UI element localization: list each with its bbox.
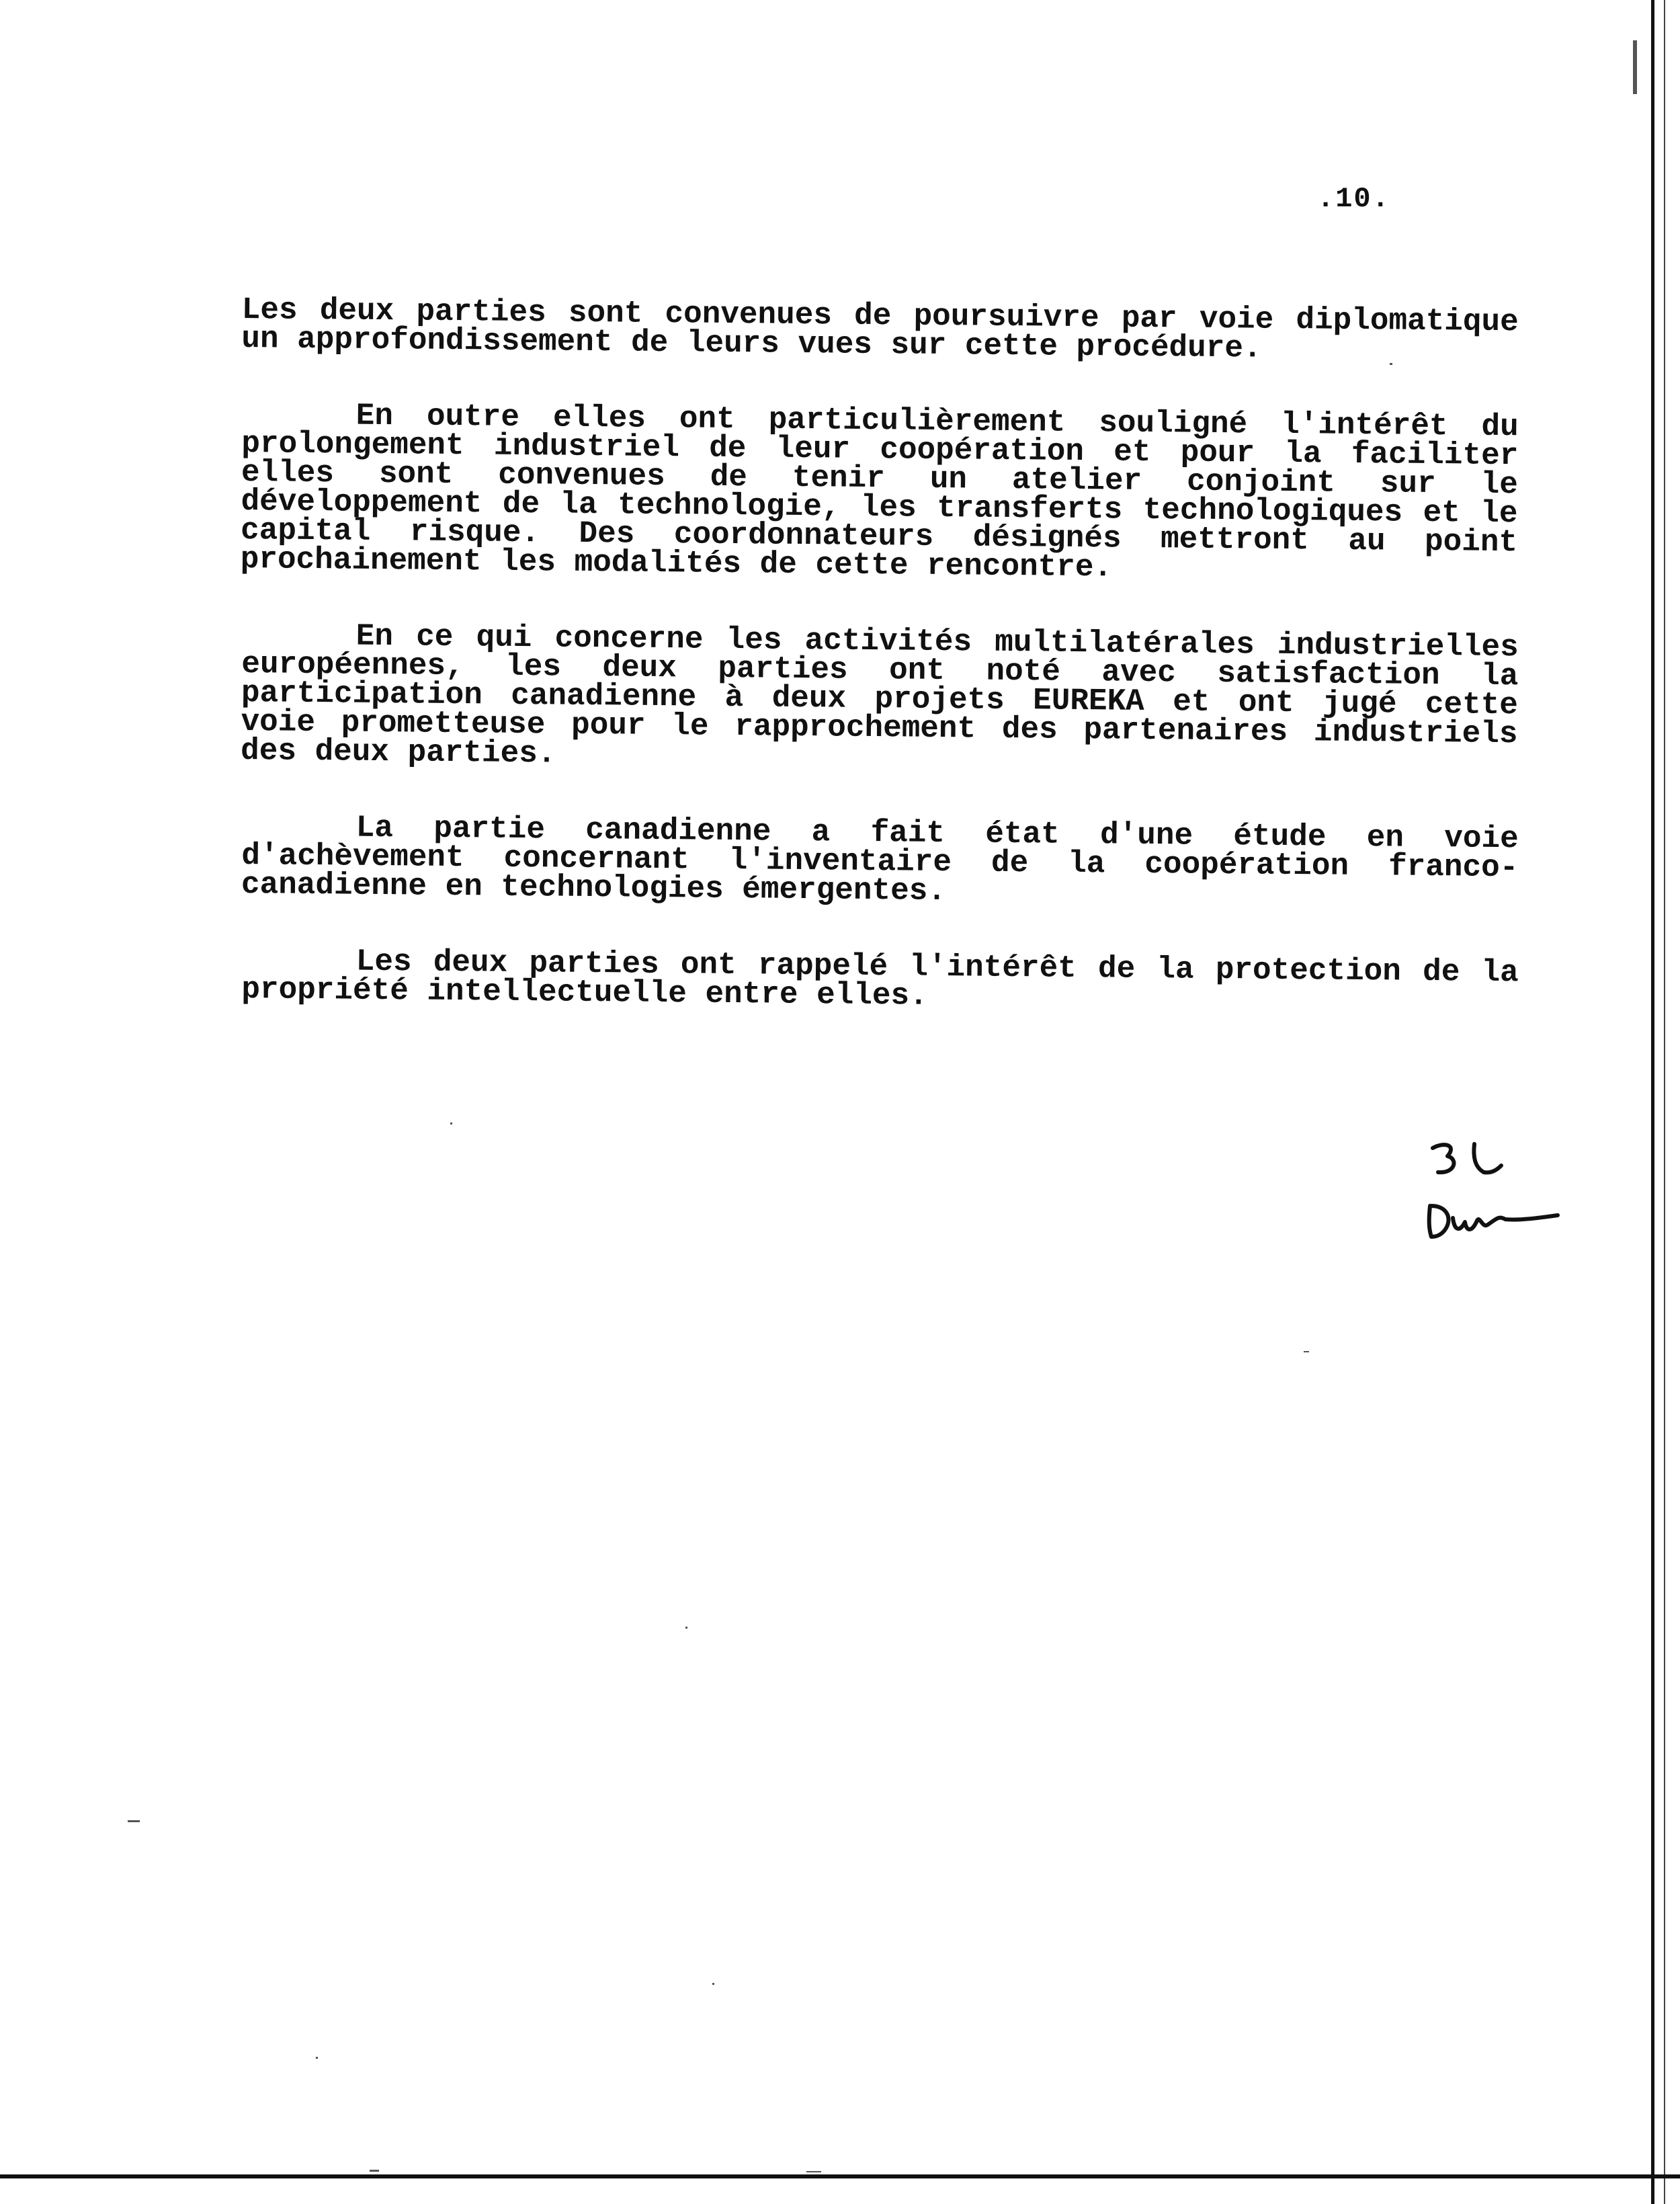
- scan-edge-right: [1651, 0, 1654, 2204]
- initial-mark-2: [1474, 1144, 1501, 1172]
- paragraph-1: Les deux parties sont convenues de poursuivre par voie diplomatique un approfondissement de leurs vues sur cette procédure.: [241, 292, 1519, 366]
- initial-mark-3: [1429, 1206, 1449, 1237]
- scan-speck: [1304, 1351, 1309, 1352]
- page-number: .10.: [1317, 183, 1390, 215]
- paragraph-4: La partie canadienne a fait état d'une étude en voie d'achèvement concernant l'inventaire de la coopération franco-canadienne en technologies émergentes.: [241, 810, 1519, 909]
- scan-edge-right-thin: [1664, 0, 1665, 2204]
- scan-speck: [1633, 40, 1637, 94]
- scan-speck: [450, 1123, 452, 1125]
- handwritten-initials: [1418, 1136, 1566, 1250]
- paragraph-2: En outre elles ont particulièrement souligné l'intérêt du prolongement industriel de leur coopération et pour la faciliter elles sont convenues de tenir un atelier conjoint sur le développement de la technologie, les transferts technologiques et le capital risque. Des coordonnateurs désignés mettront au point prochainement les modalités de cette rencontre.: [240, 398, 1519, 585]
- scan-speck: [128, 1820, 140, 1822]
- initial-mark-1: [1433, 1145, 1454, 1172]
- initial-mark-4: [1453, 1215, 1558, 1229]
- scan-speck: [370, 2170, 379, 2172]
- scan-speck: [1390, 363, 1392, 365]
- scan-speck: [316, 2057, 318, 2059]
- paragraph-5: Les deux parties ont rappelé l'intérêt de la protection de la propriété intellectuelle entre elles.: [241, 944, 1519, 1014]
- scan-speck: [685, 1627, 687, 1629]
- scan-speck: [806, 2171, 821, 2172]
- body-text: [240, 292, 1519, 1051]
- paragraph-3: En ce qui concerne les activités multilatérales industrielles européennes, les deux parties ont noté avec satisfaction la participation canadienne à deux projets EUREKA et ont jugé cette voie prometteuse pour le rapprochement des partenaires industriels des deux parties.: [240, 618, 1519, 772]
- scan-speck: [712, 1983, 714, 1985]
- scan-edge-bottom: [0, 2174, 1680, 2178]
